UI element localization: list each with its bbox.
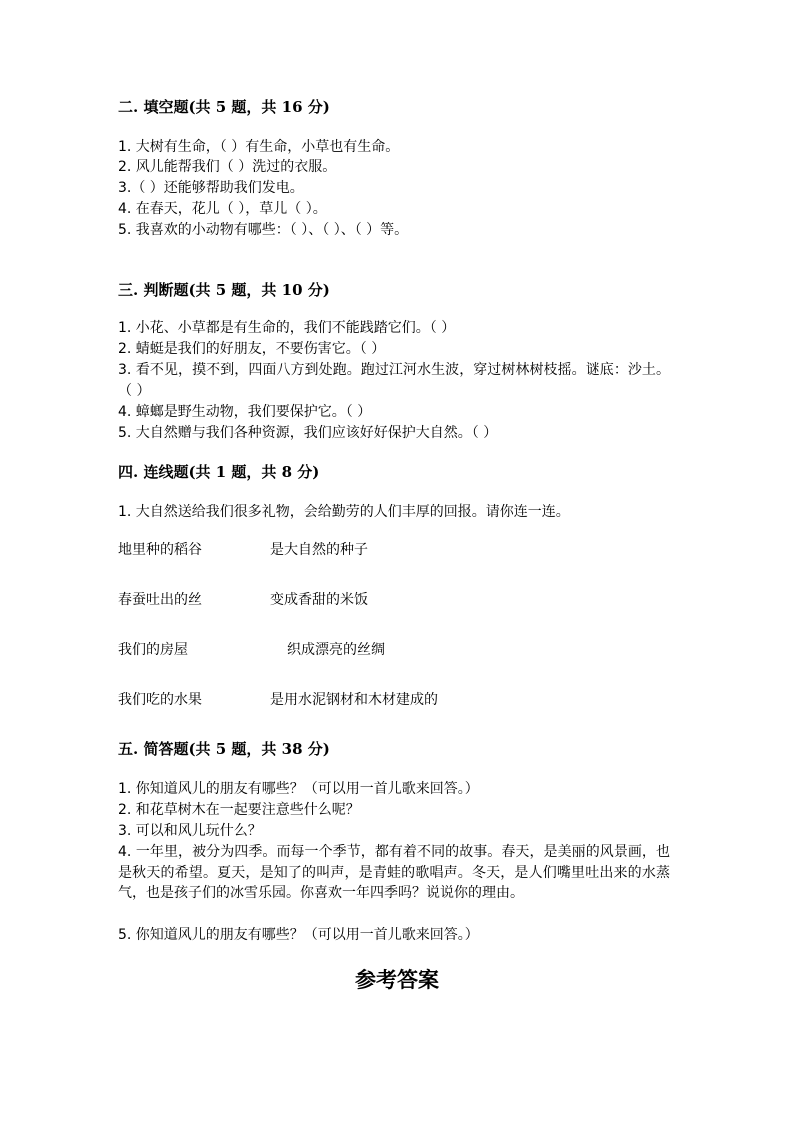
section-title-fill: 二. 填空题(共 5 题，共 16 分) bbox=[118, 98, 330, 116]
short-question-1: 1. 你知道风儿的朋友有哪些？（可以用一首儿歌来回答。） bbox=[118, 781, 479, 797]
match-right-item: 织成漂亮的丝绸 bbox=[287, 642, 385, 658]
section-title-match: 四. 连线题(共 1 题，共 8 分) bbox=[118, 463, 320, 481]
judge-question-5: 5. 大自然赠与我们各种资源，我们应该好好保护大自然。（ ） bbox=[118, 425, 498, 441]
fill-question-4: 4. 在春天，花儿（ ），草儿（ ）。 bbox=[118, 201, 327, 217]
match-question-1: 1. 大自然送给我们很多礼物，会给勤劳的人们丰厚的回报。请你连一连。 bbox=[118, 504, 570, 520]
fill-question-2: 2. 风儿能帮我们（ ）洗过的衣服。 bbox=[118, 159, 337, 175]
short-question-4: 4. 一年里，被分为四季。而每一个季节，都有着不同的故事。春天，是美丽的风景画，也是秋天的希望。夏天，是知了的叫声，是青蛙的歌唱声。冬天，是人们嘴里吐出来的水蒸气，也是孩子们的冰雪乐园。你喜欢一年四季吗？说说你的理由。 bbox=[118, 844, 670, 901]
answer-key-title: 参考答案 bbox=[355, 967, 439, 992]
match-left-item: 春蚕吐出的丝 bbox=[118, 592, 202, 608]
match-left-item: 我们的房屋 bbox=[118, 642, 188, 658]
judge-question-2: 2. 蜻蜓是我们的好朋友，不要伤害它。（ ） bbox=[118, 341, 386, 357]
judge-question-3: 3. 看不见，摸不到，四面八方到处跑。跑过江河水生波，穿过树林树枝摇。谜底：沙土。（ ） bbox=[118, 362, 670, 399]
match-left-item: 我们吃的水果 bbox=[118, 692, 202, 708]
fill-question-5: 5. 我喜欢的小动物有哪些：（ ）、（ ）、（ ）等。 bbox=[118, 222, 409, 238]
section-title-short: 五. 简答题(共 5 题，共 38 分) bbox=[118, 740, 330, 758]
section-title-judge: 三. 判断题(共 5 题，共 10 分) bbox=[118, 281, 330, 299]
judge-question-1: 1. 小花、小草都是有生命的，我们不能践踏它们。（ ） bbox=[118, 320, 456, 336]
match-right-item: 是大自然的种子 bbox=[270, 542, 368, 558]
short-question-5: 5. 你知道风儿的朋友有哪些？（可以用一首儿歌来回答。） bbox=[118, 927, 479, 943]
fill-question-3: 3.（ ）还能够帮助我们发电。 bbox=[118, 180, 304, 196]
fill-question-1: 1. 大树有生命，（ ）有生命，小草也有生命。 bbox=[118, 139, 400, 155]
short-question-3: 3. 可以和风儿玩什么？ bbox=[118, 823, 262, 839]
short-question-2: 2. 和花草树木在一起要注意些什么呢？ bbox=[118, 802, 360, 818]
match-right-item: 变成香甜的米饭 bbox=[270, 592, 368, 608]
match-left-item: 地里种的稻谷 bbox=[118, 542, 202, 558]
match-right-item: 是用水泥钢材和木材建成的 bbox=[270, 692, 438, 708]
judge-question-4: 4. 蟑螂是野生动物，我们要保护它。（ ） bbox=[118, 404, 372, 420]
